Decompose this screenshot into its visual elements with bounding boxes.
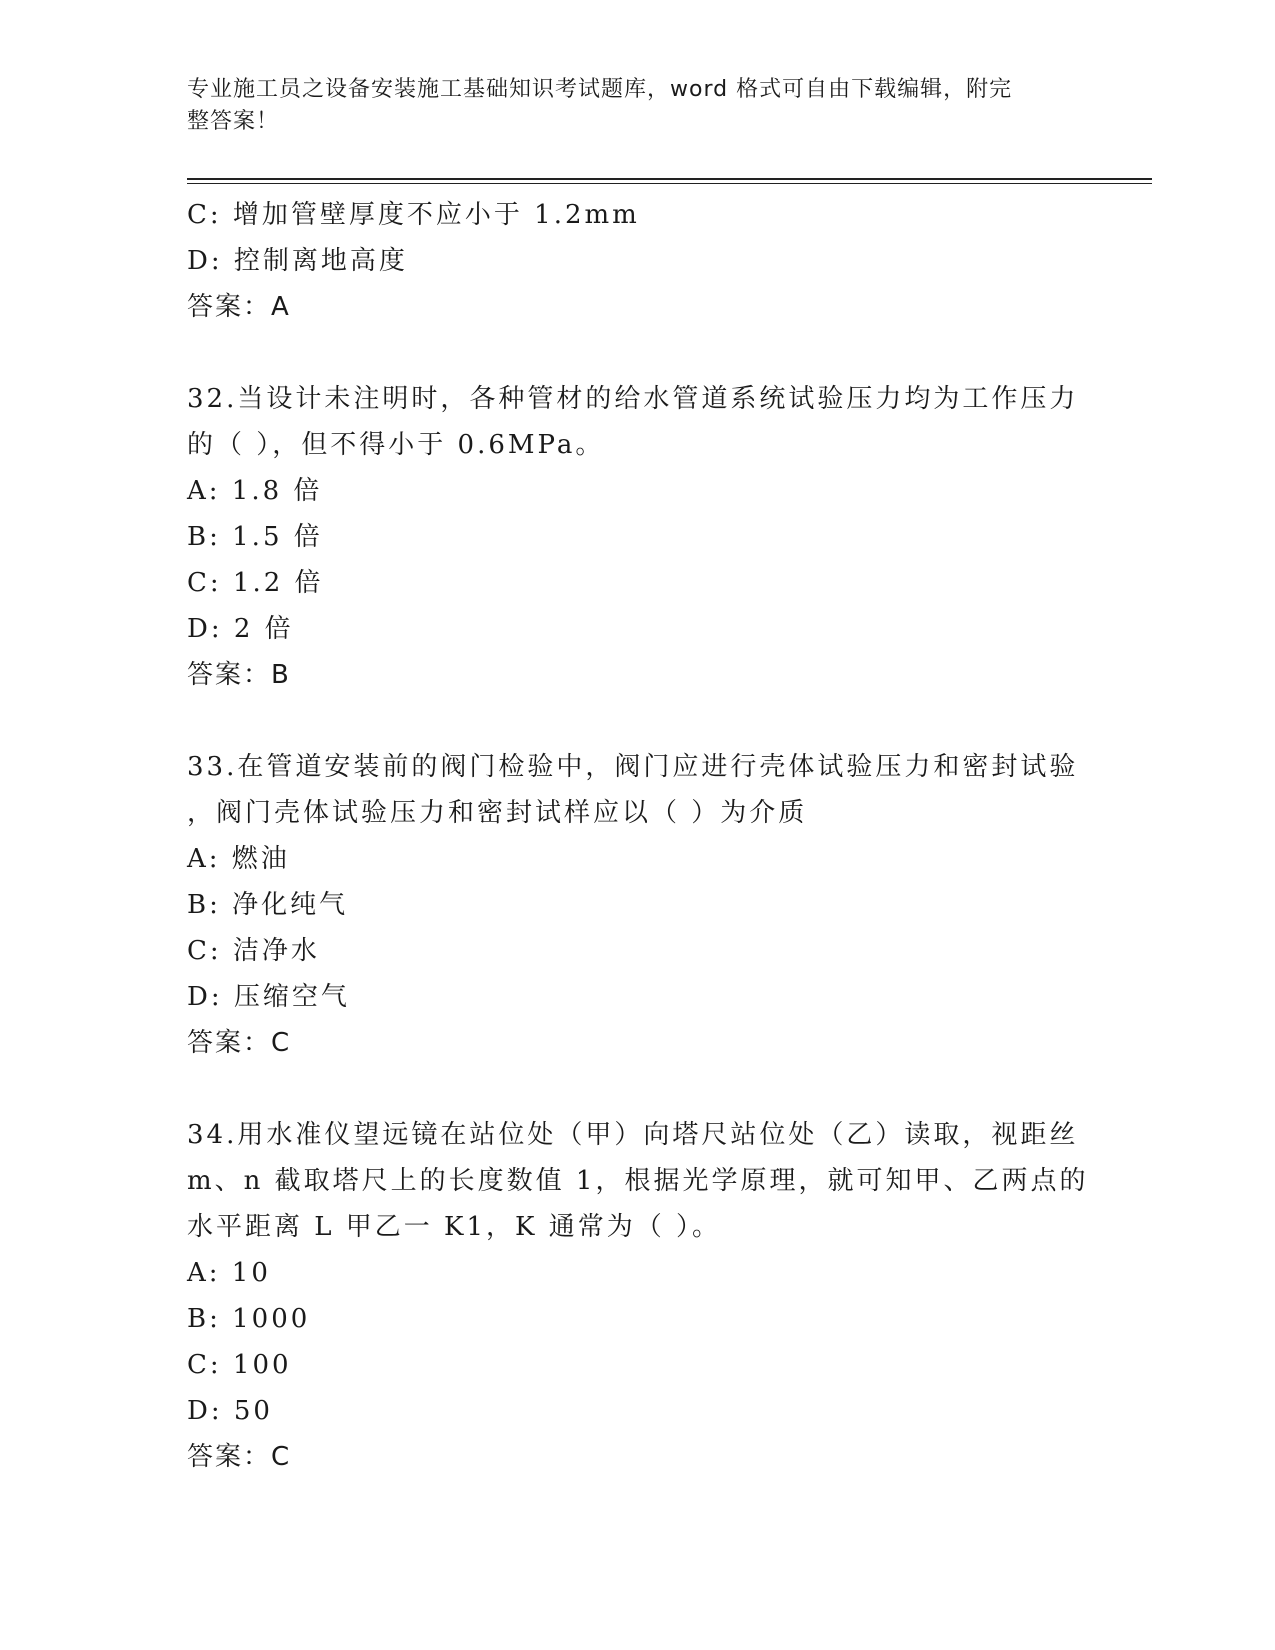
answer-label: 答案：A [187, 292, 291, 322]
option-c: C: 增加管壁厚度不应小于 1.2mm [187, 200, 640, 230]
question-stem-line: 33.在管道安装前的阀门检验中，阀门应进行壳体试验压力和密封试验 [187, 752, 1079, 782]
header-divider-thin [187, 183, 1152, 184]
question-stem-line: 32.当设计未注明时，各种管材的给水管道系统试验压力均为工作压力 [187, 384, 1079, 414]
option-c: C: 100 [187, 1350, 292, 1380]
option-d: D: 控制离地高度 [187, 246, 408, 276]
option-a: A: 10 [187, 1258, 271, 1288]
option-c: C: 洁净水 [187, 936, 320, 966]
header-line-1: 专业施工员之设备安装施工基础知识考试题库，word 格式可自由下载编辑，附完 [187, 77, 1013, 102]
question-32 [187, 376, 1087, 698]
document-header [187, 74, 1067, 138]
answer-label: 答案：C [187, 1028, 292, 1058]
header-divider-thick [187, 178, 1152, 180]
option-b: B: 1000 [187, 1304, 311, 1334]
question-stem-line: m、n 截取塔尺上的长度数值 1，根据光学原理，就可知甲、乙两点的 [187, 1166, 1089, 1196]
question-34 [187, 1112, 1087, 1480]
question-stem-line: 34.用水准仪望远镜在站位处（甲）向塔尺站位处（乙）读取，视距丝 [187, 1120, 1079, 1150]
option-c: C: 1.2 倍 [187, 568, 324, 598]
question-31-tail [187, 192, 1087, 330]
question-stem-line: 水平距离 L 甲乙一 K1，K 通常为（ ）。 [187, 1212, 721, 1242]
option-a: A: 1.8 倍 [187, 476, 323, 506]
option-b: B: 净化纯气 [187, 890, 349, 920]
option-d: D: 50 [187, 1396, 273, 1426]
option-d: D: 压缩空气 [187, 982, 350, 1012]
option-a: A: 燃油 [187, 844, 290, 874]
document-body [187, 192, 1087, 1480]
question-33 [187, 744, 1087, 1066]
header-line-2: 整答案！ [187, 109, 280, 134]
answer-label: 答案：C [187, 1442, 292, 1472]
question-stem-line: ，阀门壳体试验压力和密封试样应以（ ）为介质 [187, 798, 808, 828]
option-d: D: 2 倍 [187, 614, 294, 644]
question-stem-line: 的（ ），但不得小于 0.6MPa。 [187, 430, 605, 460]
option-b: B: 1.5 倍 [187, 522, 323, 552]
answer-label: 答案：B [187, 660, 291, 690]
